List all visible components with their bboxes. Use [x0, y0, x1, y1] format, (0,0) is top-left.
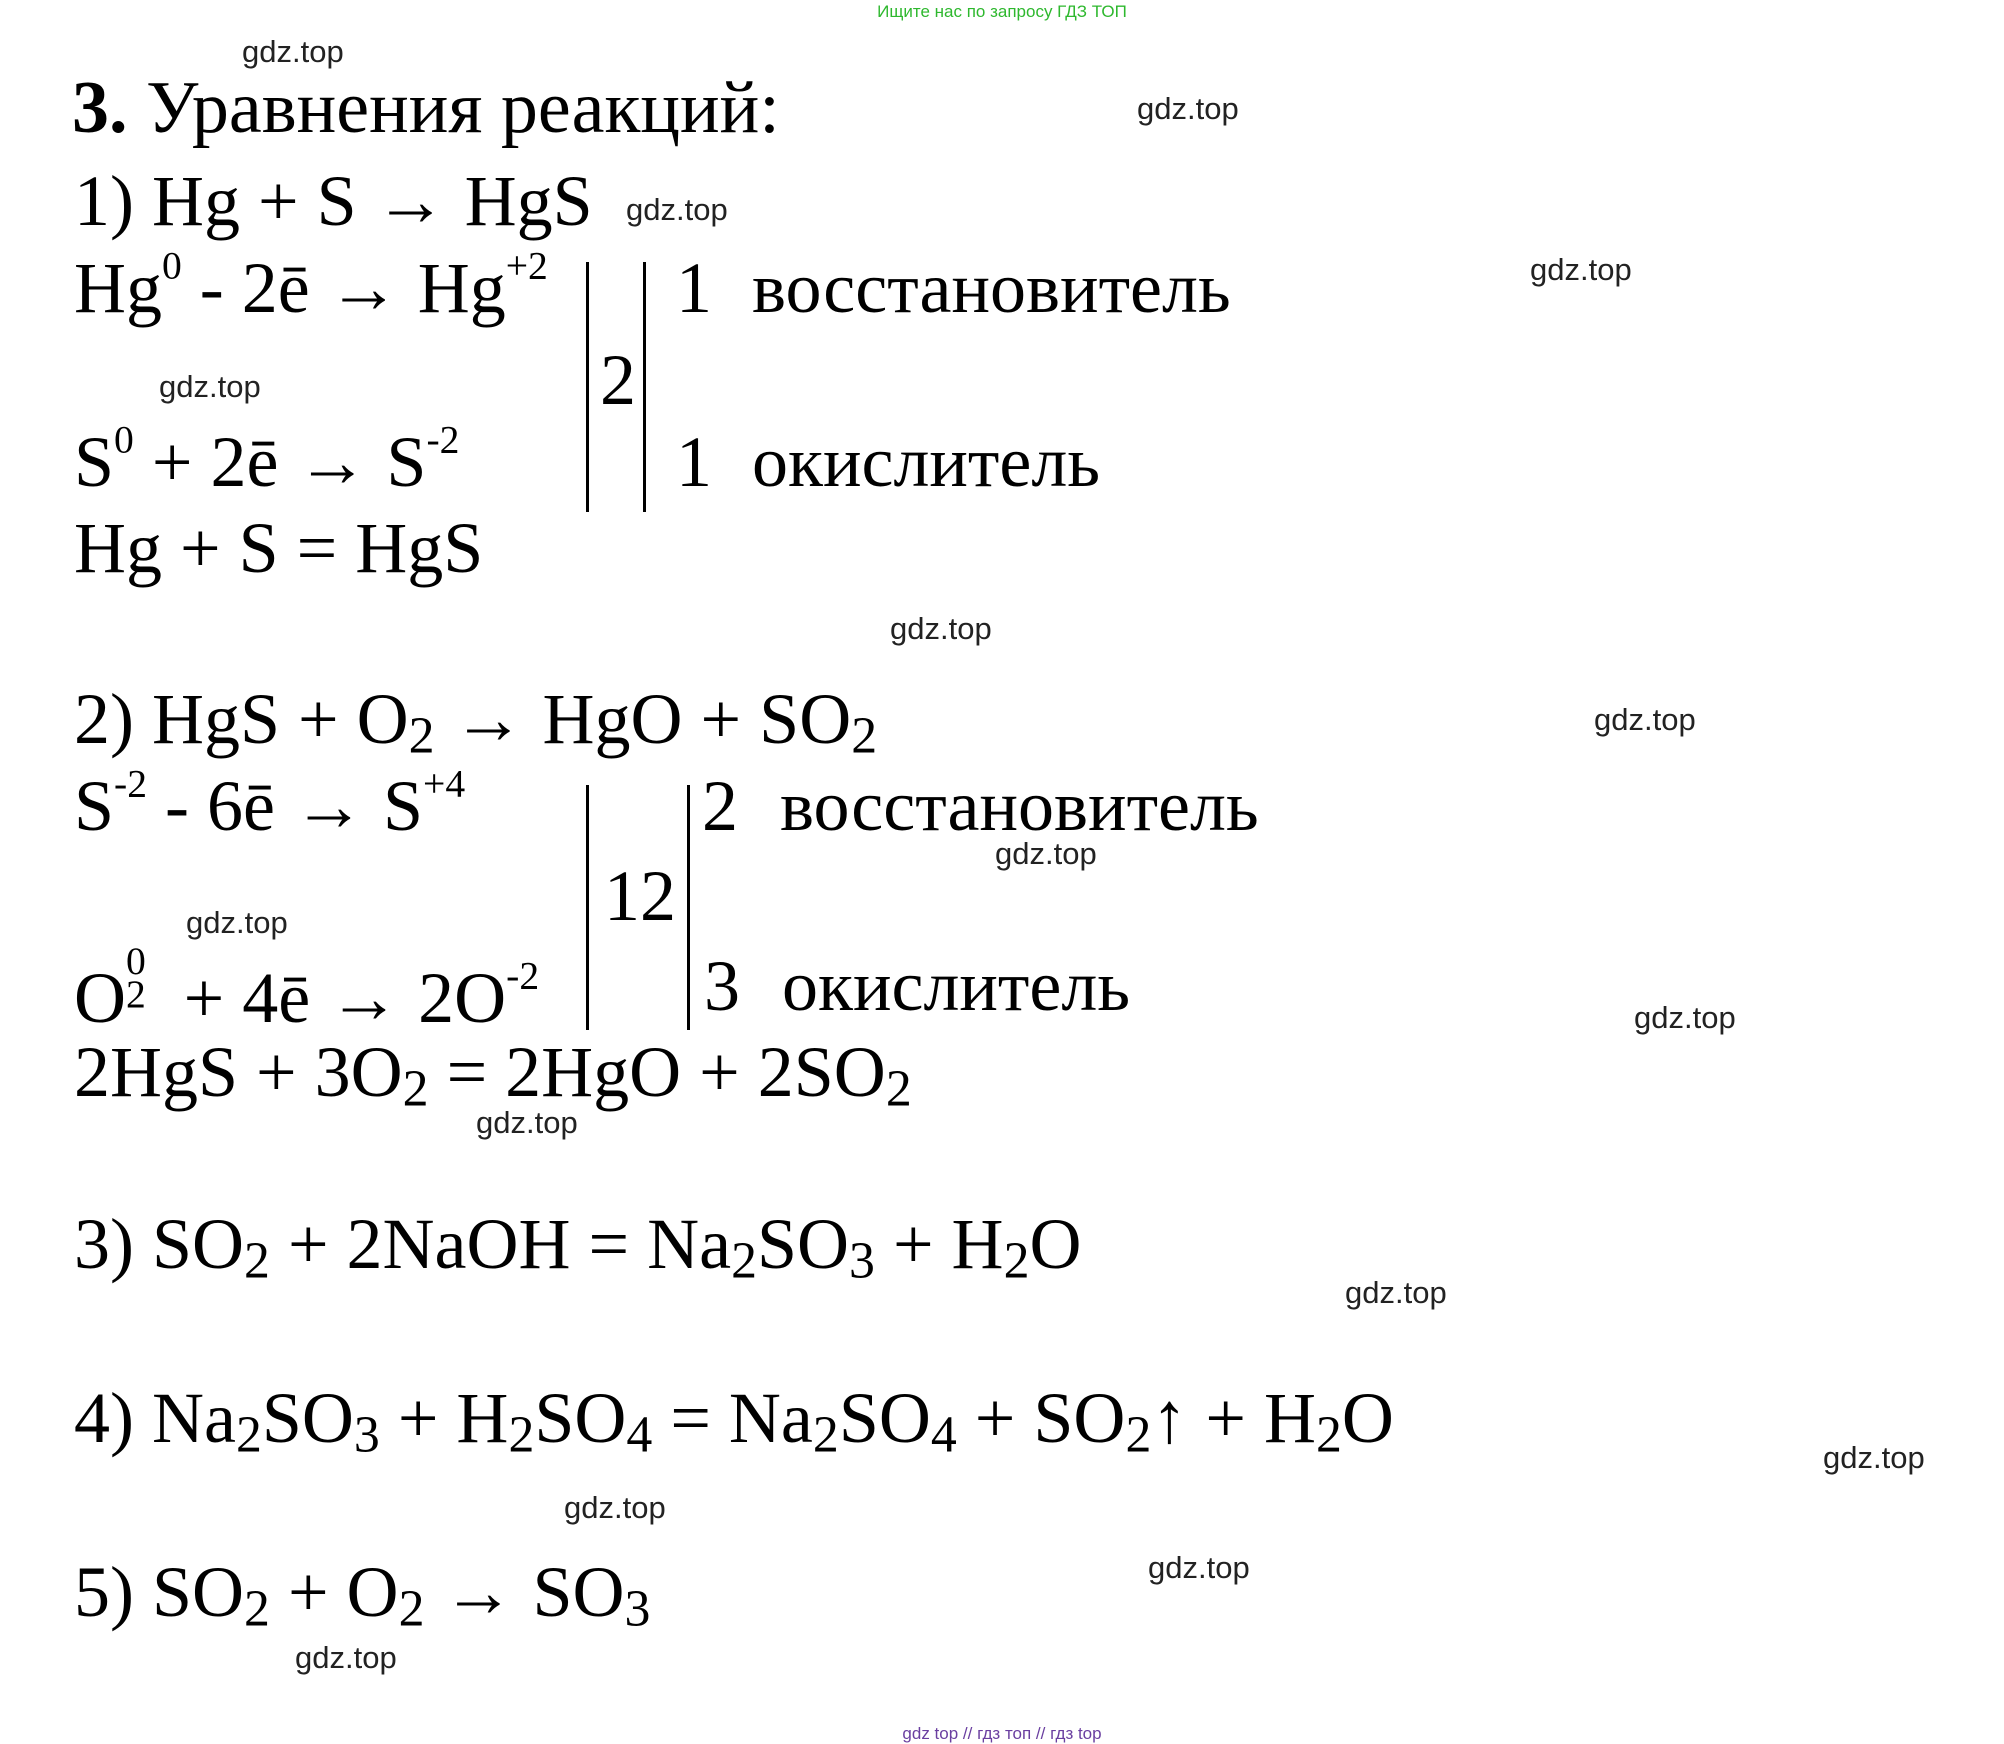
top-banner: Ищите нас по запросу ГДЗ ТОП [877, 2, 1127, 21]
electron-transfer: + 4ē [183, 958, 311, 1038]
oxidation-state: 0 [162, 243, 182, 288]
coefficient: 1 [676, 248, 712, 328]
oxidation-state: -2 [506, 953, 540, 998]
reaction-1-scheme [74, 161, 593, 241]
element: Hg [417, 248, 506, 328]
oxidation-state: 0 [114, 417, 134, 462]
reaction-label: 3) [74, 1204, 134, 1284]
watermark: gdz.top [186, 905, 288, 940]
watermark: gdz.top [242, 34, 344, 69]
title-number: 3. [72, 67, 128, 149]
oxidation-stack [126, 939, 166, 1022]
reaction-label: 5) [74, 1552, 134, 1632]
element: 2O [418, 958, 507, 1038]
watermark: gdz.top [295, 1640, 397, 1675]
element: S [74, 422, 115, 502]
balance-bar [586, 785, 589, 1030]
reaction-3-equation: 3) SO2 + 2NaOH = Na2SO3 + H2O [74, 1204, 1082, 1290]
watermark: gdz.top [995, 836, 1097, 871]
reaction-rhs: HgS [464, 161, 593, 241]
element: O [74, 958, 126, 1038]
reaction-label: 4) [74, 1378, 134, 1458]
coefficient: 2 [702, 766, 738, 846]
electron-lcm: 12 [604, 856, 676, 936]
reaction-4-equation: 4) Na2SO3 + H2SO4 = Na2SO4 + SO2↑ + H2O [74, 1378, 1394, 1464]
reaction-label: 1) [74, 161, 134, 241]
electron-transfer: - 6ē [165, 766, 275, 846]
role-reducer: восстановитель [752, 248, 1231, 328]
r1-half-reaction-oxidation [74, 243, 548, 328]
page-title [72, 66, 780, 151]
reaction-label: 2) [74, 679, 134, 759]
watermark: gdz.top [1530, 252, 1632, 287]
electron-lcm: 2 [600, 340, 636, 420]
footer-banner: gdz top // гдз топ // гдз top [902, 1724, 1102, 1743]
arrow: → [328, 958, 401, 1038]
watermark: gdz.top [1148, 1550, 1250, 1585]
element: S [386, 422, 427, 502]
electron-transfer: - 2ē [199, 248, 310, 328]
reaction-5-equation: 5) SO2 + O2 → SO3 [74, 1552, 651, 1638]
r2-half-reaction-reduction [74, 939, 540, 1038]
watermark: gdz.top [1345, 1275, 1447, 1310]
reaction-arrow: → [374, 161, 447, 241]
element: S [74, 766, 115, 846]
role-reducer: восстановитель [780, 766, 1259, 846]
watermark: gdz.top [890, 611, 992, 646]
coefficient: 1 [676, 422, 712, 502]
element: S [382, 766, 424, 846]
oxidation-state: -2 [114, 761, 148, 806]
watermark: gdz.top [1634, 1000, 1736, 1035]
balance-bar [687, 785, 690, 1030]
role-oxidizer: окислитель [782, 946, 1131, 1026]
watermark: gdz.top [476, 1105, 578, 1140]
arrow: → [296, 422, 369, 502]
arrow: → [292, 766, 365, 846]
oxidation-state: +4 [423, 761, 466, 806]
watermark: gdz.top [564, 1490, 666, 1525]
electron-transfer: + 2ē [151, 422, 279, 502]
arrow: → [327, 248, 400, 328]
r2-half-reaction-oxidation [74, 761, 466, 846]
watermark: gdz.top [159, 369, 261, 404]
reaction-lhs: Hg + S [151, 161, 357, 241]
watermark: gdz.top [1594, 702, 1696, 737]
element: Hg [74, 248, 162, 328]
oxidation-state: 0 [126, 939, 146, 984]
balance-bar [643, 262, 646, 512]
subscript: 2 [126, 971, 146, 1016]
r1-balanced-equation: Hg + S = HgS [74, 508, 484, 588]
coefficient: 3 [704, 946, 740, 1026]
balance-bar [586, 262, 589, 512]
r2-balanced-equation: 2HgS + 3O2 = 2HgO + 2SO2 [74, 1032, 912, 1118]
oxidation-state: -2 [426, 417, 460, 462]
oxidation-state: +2 [505, 243, 548, 288]
reaction-2-scheme: 2) HgS + O2 → HgO + SO2 [74, 679, 878, 765]
watermark: gdz.top [1137, 91, 1239, 126]
watermark: gdz.top [626, 192, 728, 227]
title-text: Уравнения реакций: [146, 67, 780, 149]
r1-half-reaction-reduction [74, 417, 460, 502]
watermark: gdz.top [1823, 1440, 1925, 1475]
role-oxidizer: окислитель [752, 422, 1101, 502]
